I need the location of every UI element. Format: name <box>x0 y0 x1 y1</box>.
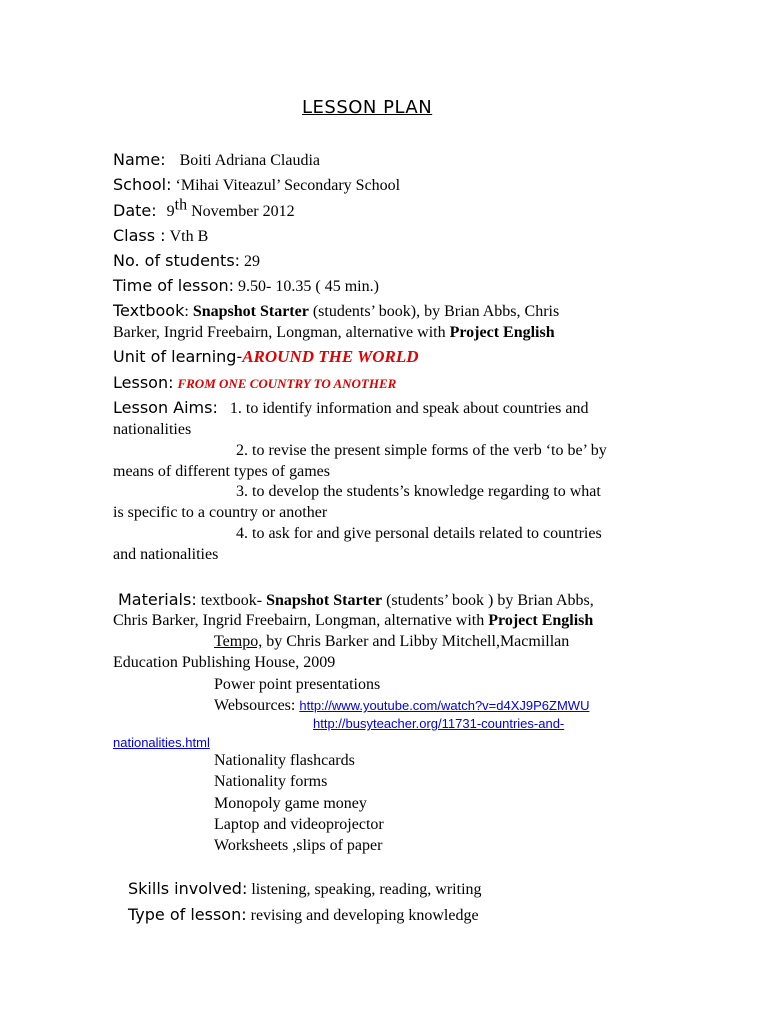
aims-label: Lesson Aims <box>113 398 213 417</box>
date-day: 9 <box>166 203 175 220</box>
aim-2-line-1: 2. to revise the present simple forms of the verb ‘to be’ by <box>236 442 607 459</box>
lesson-type-label: Type of lesson <box>128 905 242 924</box>
lesson-type-value: revising and developing knowledge <box>250 907 479 924</box>
class-value: Vth B <box>169 228 209 245</box>
materials-ppt: Power point presentations <box>214 676 381 693</box>
textbook-desc: (students’ book), by Brian Abbs, Chris <box>312 303 560 320</box>
textbook-alt-title: Project English <box>449 324 555 341</box>
materials-book-desc: (students’ book ) by Brian Abbs, <box>386 592 594 609</box>
time-value: 9.50- 10.35 ( 45 min.) <box>238 278 379 295</box>
websources-label: Websources: <box>214 697 296 714</box>
aim-3-line-1: 3. to develop the students’s knowledge regarding to what <box>236 483 601 500</box>
lesson-label: Lesson <box>113 373 169 392</box>
textbook-row: Textbook: Snapshot Starter (students’ book), by Brian Abbs, Chris <box>113 301 560 320</box>
textbook-title: Snapshot Starter <box>192 303 309 320</box>
youtube-link[interactable]: http://www.youtube.com/watch?v=d4XJ9P6ZMWU <box>299 698 590 713</box>
lesson-value: FROM ONE COUNTRY TO ANOTHER <box>177 376 397 391</box>
aim-2-line-2: means of different types of games <box>113 463 330 480</box>
textbook-label: Textbook <box>113 301 185 320</box>
name-value: Boiti Adriana Claudia <box>179 152 321 169</box>
school-value: ‘Mihai Viteazul’ Secondary School <box>175 177 401 194</box>
page-title: LESSON PLAN <box>302 97 433 118</box>
students-value: 29 <box>244 253 261 270</box>
textbook-desc-2: Barker, Ingrid Freebairn, Longman, alternative with <box>113 324 446 341</box>
material-item: Nationality flashcards <box>214 752 355 769</box>
materials-book: Snapshot Starter <box>266 592 383 609</box>
materials-desc-2: Chris Barker, Ingrid Freebairn, Longman, alternative with <box>113 612 485 629</box>
students-label: No. of students <box>113 251 235 270</box>
skills-label: Skills involved <box>128 879 242 898</box>
materials-publisher: Education Publishing House, 2009 <box>113 654 336 671</box>
tempo-desc: by Chris Barker and Libby Mitchell,Macmillan <box>266 633 570 650</box>
unit-row <box>113 347 419 367</box>
aim-4-line-1: 4. to ask for and give personal details related to countries <box>236 525 602 542</box>
school-row: School: ‘Mihai Viteazul’ Secondary School <box>113 175 401 194</box>
materials-text: textbook- <box>200 592 263 609</box>
time-label: Time of lesson <box>113 276 229 295</box>
unit-value: AROUND THE WORLD <box>242 347 419 366</box>
textbook-row-2 <box>113 324 555 342</box>
unit-label: Unit of learning- <box>113 347 243 366</box>
websources-row <box>214 697 589 715</box>
materials-row-2 <box>113 612 593 630</box>
class-label: Class <box>113 226 156 245</box>
date-label: Date <box>113 201 152 220</box>
material-item: Laptop and videoprojector <box>214 816 384 833</box>
date-suffix: th <box>174 196 188 214</box>
skills-value: listening, speaking, reading, writing <box>251 881 482 898</box>
aim-4-line-2: and nationalities <box>113 546 219 563</box>
lesson-row: Lesson: FROM ONE COUNTRY TO ANOTHER <box>113 373 397 392</box>
tempo-title: Tempo, <box>214 633 263 650</box>
aim-1-line-2: nationalities <box>113 421 192 438</box>
date-row: Date: 9th November 2012 <box>113 196 295 220</box>
name-row: Name: Boiti Adriana Claudia <box>113 150 321 169</box>
skills-row: Skills involved: listening, speaking, reading, writing <box>128 879 482 898</box>
school-label: School <box>113 175 167 194</box>
students-row: No. of students: 29 <box>113 251 261 270</box>
lesson-type-row: Type of lesson: revising and developing knowledge <box>128 905 479 924</box>
materials-row-3 <box>214 633 569 651</box>
aim-3-line-2: is specific to a country or another <box>113 504 328 521</box>
material-item: Monopoly game money <box>214 795 367 812</box>
materials-label: Materials <box>118 590 192 609</box>
busyteacher-link-cont[interactable]: nationalities.html <box>113 735 210 750</box>
materials-alt-book: Project English <box>488 612 594 629</box>
class-row: Class : Vth B <box>113 226 209 245</box>
time-row: Time of lesson: 9.50- 10.35 ( 45 min.) <box>113 276 379 295</box>
name-label: Name <box>113 150 161 169</box>
material-item: Worksheets ,slips of paper <box>214 837 383 854</box>
aims-row: Lesson Aims: 1. to identify information and speak about countries and <box>113 398 589 417</box>
aim-1-line-1: 1. to identify information and speak about countries and <box>229 400 589 417</box>
materials-row: Materials: textbook- Snapshot Starter (students’ book ) by Brian Abbs, <box>118 590 594 609</box>
date-rest: November 2012 <box>191 203 295 220</box>
busyteacher-link[interactable]: http://busyteacher.org/11731-countries-and- <box>313 716 565 731</box>
material-item: Nationality forms <box>214 773 328 790</box>
